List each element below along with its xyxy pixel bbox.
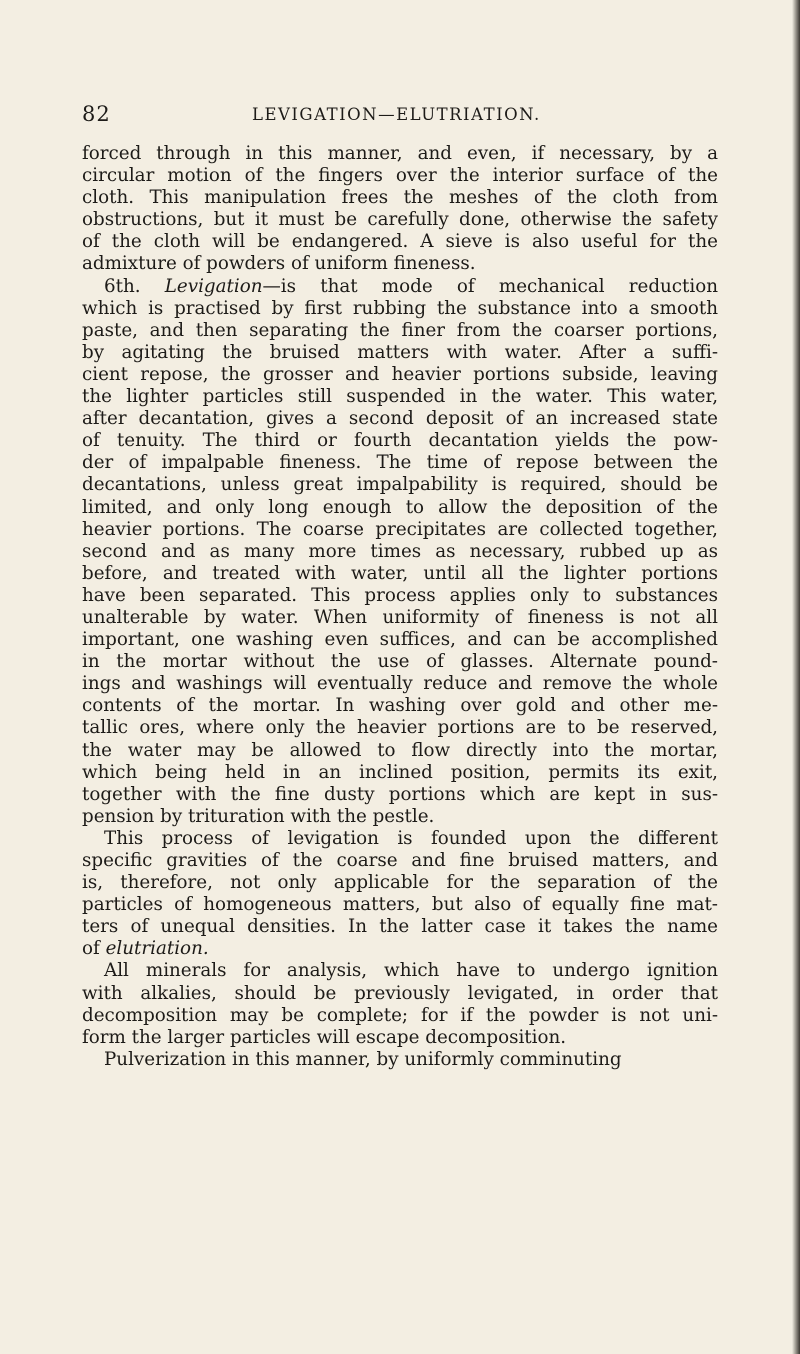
page-number: 82 bbox=[82, 102, 111, 126]
text-line: the water may be allowed to flow directly into the mortar, bbox=[82, 739, 718, 761]
page-edge-shadow bbox=[792, 0, 800, 1354]
text-line-remainder: is that mode of mechanical reduction bbox=[280, 275, 719, 297]
text-line: which is practised by first rubbing the substance into a smooth bbox=[82, 297, 718, 319]
text-line: paste, and then separating the finer from the coarser portions, bbox=[82, 319, 718, 341]
text-line: which being held in an inclined position, permits its exit, bbox=[82, 761, 718, 783]
text-line: admixture of powders of uniform fineness. bbox=[82, 253, 476, 275]
text-line-elutriation bbox=[82, 938, 718, 960]
text-line: the lighter particles still suspended in the water. This water, bbox=[82, 386, 718, 408]
text-line: by agitating the bruised matters with water. After a suffi- bbox=[82, 341, 718, 363]
text-line-start: of bbox=[82, 938, 100, 960]
text-line: of tenuity. The third or fourth decantation yields the pow- bbox=[82, 430, 718, 452]
text-line: decantations, unless great impalpability is required, should be bbox=[82, 474, 718, 496]
text-line: with alkalies, should be previously levigated, in order that bbox=[82, 982, 718, 1004]
text-line: particles of homogeneous matters, but also of equally fine mat- bbox=[82, 894, 718, 916]
page-title: LEVIGATION—ELUTRIATION. bbox=[252, 105, 541, 124]
text-line: forced through in this manner, and even, if necessary, by a bbox=[82, 143, 718, 164]
text-line: heavier portions. The coarse precipitates are collected together, bbox=[82, 518, 718, 540]
text-line: after decantation, gives a second deposit of an increased state bbox=[82, 408, 718, 430]
text-line: circular motion of the fingers over the interior surface of the bbox=[82, 165, 718, 187]
running-head bbox=[82, 102, 722, 132]
text-line: together with the fine dusty portions which are kept in sus- bbox=[82, 783, 718, 805]
body-text bbox=[82, 143, 718, 1071]
text-line: have been separated. This process applies only to substances bbox=[82, 584, 718, 606]
text-line: in the mortar without the use of glasses. Alternate pound- bbox=[82, 651, 718, 673]
term-levigation: Levigation bbox=[164, 275, 263, 297]
text-line: decomposition may be complete; for if the powder is not uni- bbox=[82, 1004, 718, 1026]
text-line: before, and treated with water, until all the lighter portions bbox=[82, 562, 718, 584]
text-line: specific gravities of the coarse and fine bruised matters, and bbox=[82, 850, 718, 871]
text-line: tallic ores, where only the heavier portions are to be reserved, bbox=[82, 717, 718, 739]
text-line: der of impalpable fineness. The time of repose between the bbox=[82, 452, 718, 474]
text-line: ings and washings will eventually reduce and remove the whole bbox=[82, 673, 718, 695]
text-line-section-6 bbox=[82, 276, 718, 298]
term-elutriation: elutriation. bbox=[105, 938, 209, 960]
text-line: Pulverization in this manner, by uniformly comminuting bbox=[104, 1048, 622, 1070]
text-line: contents of the mortar. In washing over gold and other me- bbox=[82, 695, 718, 717]
text-line: All minerals for analysis, which have to undergo ignition bbox=[104, 960, 718, 982]
em-dash: — bbox=[262, 275, 281, 297]
text-line: pension by trituration with the pestle. bbox=[82, 805, 435, 827]
text-line: cloth. This manipulation frees the meshes of the cloth from bbox=[82, 187, 718, 209]
text-line: second and as many more times as necessary, rubbed up as bbox=[82, 540, 718, 562]
text-line: of the cloth will be endangered. A sieve is also useful for the bbox=[82, 231, 718, 253]
text-line: form the larger particles will escape decomposition. bbox=[82, 1026, 567, 1048]
text-line: unalterable by water. When uniformity of fineness is not all bbox=[82, 606, 718, 628]
text-line: obstructions, but it must be carefully done, otherwise the safety bbox=[82, 209, 718, 231]
section-number: 6th. bbox=[104, 275, 141, 297]
text-line: This process of levigation is founded upon the different bbox=[104, 827, 718, 849]
text-line: ters of unequal densities. In the latter case it takes the name bbox=[82, 916, 718, 938]
text-line: cient repose, the grosser and heavier portions subside, leaving bbox=[82, 363, 718, 385]
text-line: is, therefore, not only applicable for the separation of the bbox=[82, 872, 718, 894]
text-line: important, one washing even suffices, and can be accomplished bbox=[82, 629, 718, 651]
text-line: limited, and only long enough to allow the deposition of the bbox=[82, 496, 718, 518]
